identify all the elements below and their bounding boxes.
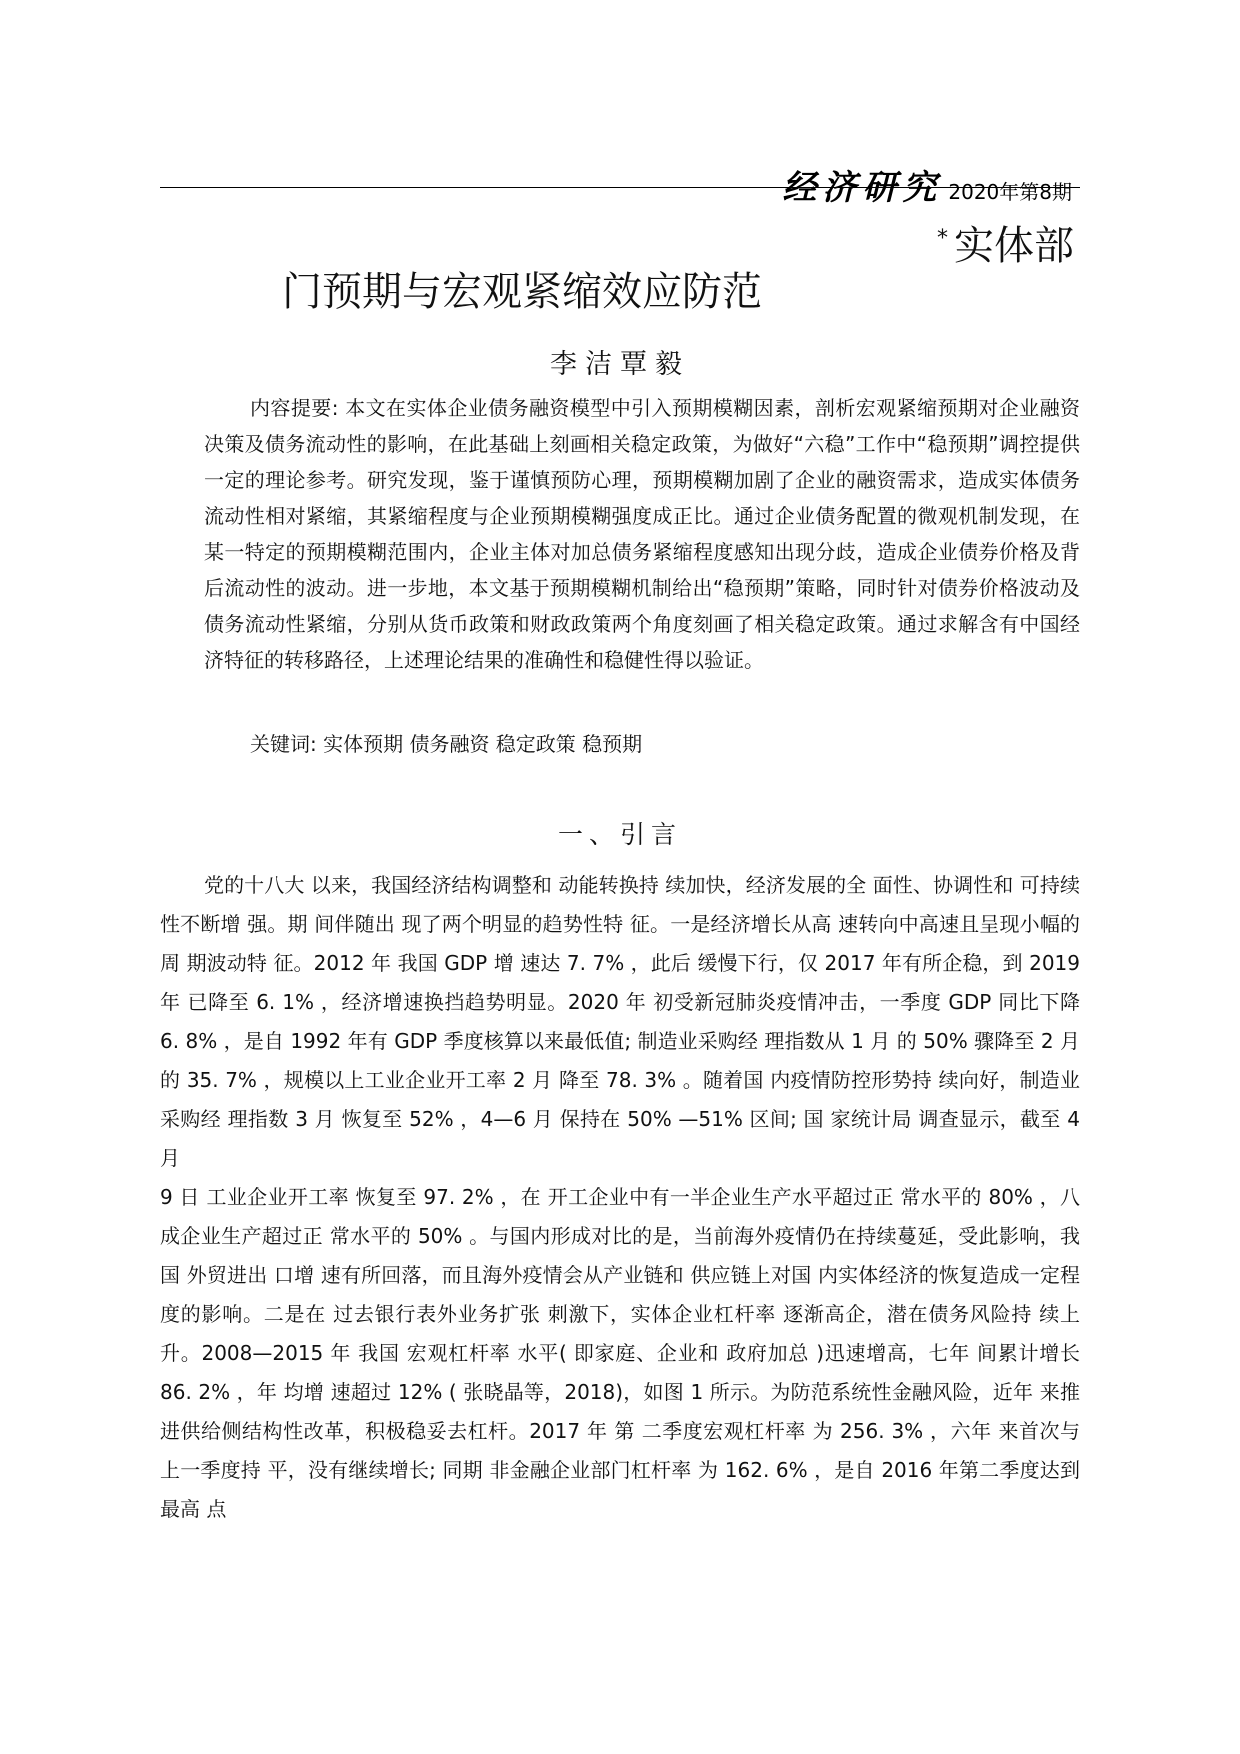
header-rule [160, 187, 1080, 188]
title-footnote-star: * [937, 225, 948, 251]
title-line-1-text: 实体部 [954, 223, 1074, 269]
keywords: 关键词: 实体预期 债务融资 稳定政策 稳预期 [250, 732, 643, 756]
title-line-1 [937, 214, 1074, 271]
journal-logo: 经济研究 [782, 168, 943, 208]
body-text [160, 866, 1080, 1529]
journal-issue: 2020年第8期 [948, 180, 1072, 204]
body-paragraph-2: 9 日 工业企业开工率 恢复至 97. 2% ，在 开工企业中有一半企业生产水平超过正 常水平的 80% ，八成企业生产超过正 常水平的 50% 。与国内形成对比的是，当前海外疫情仍在持续蔓延，受此影响，我国 外贸进出 口增 速有所回落，而且海外疫情会从产业链和 供应链上对国 内实体经济的恢复造成一定程度的影响。二是在 过去银行表外业务扩张 刺激下，实体企业杠杆率 逐渐高企，潜在债务风险持 续上升。2008—2015 年 我国 宏观杠杆率 水平( 即家庭、企业和 政府加总 )迅速增高，七年 间累计增长 86. 2% ，年 均增 速超过 12% ( 张晓晶等，2018)，如图 1 所示。为防范系统性金融风险，近年 来推进供给侧结构性改革，积极稳妥去杠杆。2017 年 第 二季度宏观杠杆率 为 256. 3% ，六年 来首次与 上一季度持 平，没有继续增长; 同期 非金融企业部门杠杆率 为 162. 6% ，是自 2016 年第二季度达到最高 点 [160, 1185, 1080, 1521]
authors: 李洁覃毅 [550, 349, 690, 380]
journal-header [782, 160, 1072, 209]
section-heading: 一、引言 [557, 820, 682, 849]
title-line-2: 门预期与宏观紧缩效应防范 [282, 269, 762, 315]
abstract: 内容提要: 本文在实体企业债务融资模型中引入预期模糊因素，剖析宏观紧缩预期对企业融资决策及债务流动性的影响，在此基础上刻画相关稳定政策，为做好“六稳”工作中“稳预期”调控提供一定的理论参考。研究发现，鉴于谨慎预防心理，预期模糊加剧了企业的融资需求，造成实体债务流动性相对紧缩，其紧缩程度与企业预期模糊强度成正比。通过企业债务配置的微观机制发现，在某一特定的预期模糊范围内，企业主体对加总债务紧缩程度感知出现分歧，造成企业债券价格及背后流动性的波动。进一步地，本文基于预期模糊机制给出“稳预期”策略，同时针对债券价格波动及债务流动性紧缩，分别从货币政策和财政政策两个角度刻画了相关稳定政策。通过求解含有中国经济特征的转移路径，上述理论结果的准确性和稳健性得以验证。 [204, 396, 1080, 672]
body-paragraph-1: 党的十八大 以来，我国经济结构调整和 动能转换持 续加快，经济发展的全 面性、协调性和 可持续性不断增 强。期 间伴随出 现了两个明显的趋势性特 征。一是经济增长从高 速转向中高速且呈现小幅的周 期波动特 征。2012 年 我国 GDP 增 速达 7. 7% ，此后 缓慢下行，仅 2017 年有所企稳，到 2019 年 已降至 6. 1% ，经济增速换挡趋势明显。2020 年 初受新冠肺炎疫情冲击，一季度 GDP 同比下降 6. 8% ，是自 1992 年有 GDP 季度核算以来最低值; 制造业采购经 理指数从 1 月 的 50% 骤降至 2 月 的 35. 7% ，规模以上工业企业开工率 2 月 降至 78. 3% 。随着国 内疫情防控形势持 续向好，制造业采购经 理指数 3 月 恢复至 52% ，4—6 月 保持在 50% —51% 区间; 国 家统计局 调查显示，截至 4 月 [160, 873, 1080, 1170]
